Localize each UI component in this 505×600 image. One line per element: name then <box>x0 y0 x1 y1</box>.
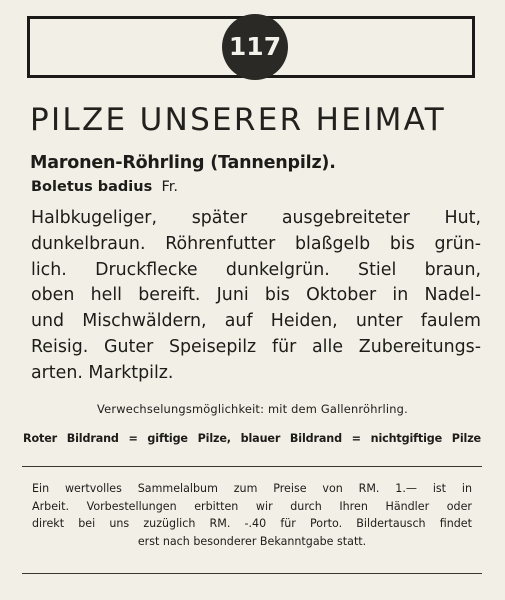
latin-name <box>31 176 178 198</box>
confusion-note: Verwechselungsmöglichkeit: mit dem Gallenröhrling. <box>97 402 408 416</box>
album-notice-line: direkt bei uns zuzüglich RM. -.40 für Porto. Bildertausch findet <box>32 517 472 531</box>
description-line: oben hell bereift. Juni bis Oktober in Nadel- <box>31 285 481 306</box>
description <box>31 206 481 387</box>
latin-author: Fr. <box>161 179 178 195</box>
divider-top <box>22 466 482 467</box>
album-notice-line: Ein wertvolles Sammelalbum zum Preise von RM. 1.— ist in <box>32 482 472 495</box>
series-title: PILZE UNSERER HEIMAT <box>30 102 446 138</box>
description-line: dunkelbraun. Röhrenfutter blaßgelb bis grün- <box>31 233 481 254</box>
album-notice-line: erst nach besonderer Bekanntgabe statt. <box>137 534 367 548</box>
description-line: und Mischwäldern, auf Heiden, unter faulem <box>31 311 481 332</box>
description-line: arten. Marktpilz. <box>31 362 174 383</box>
species-name: Maronen-Röhrling (Tannenpilz). <box>30 153 336 173</box>
latin-genus-species: Boletus badius <box>31 179 153 195</box>
description-line: lich. Druckflecke dunkelgrün. Stiel braun, <box>31 259 481 280</box>
album-notice-line: Arbeit. Vorbestellungen erbitten wir durch Ihren Händler oder <box>32 499 472 513</box>
description-line: Halbkugeliger, später ausgebreiteter Hut, <box>31 208 481 228</box>
card-number-badge: 117 <box>222 14 288 80</box>
border-color-legend: Roter Bildrand = giftige Pilze, blauer Bildrand = nichtgiftige Pilze <box>23 432 481 445</box>
album-notice <box>32 480 472 550</box>
divider-bottom <box>22 573 482 574</box>
description-line: Reisig. Guter Speisepilz für alle Zubereitungs- <box>31 336 481 357</box>
